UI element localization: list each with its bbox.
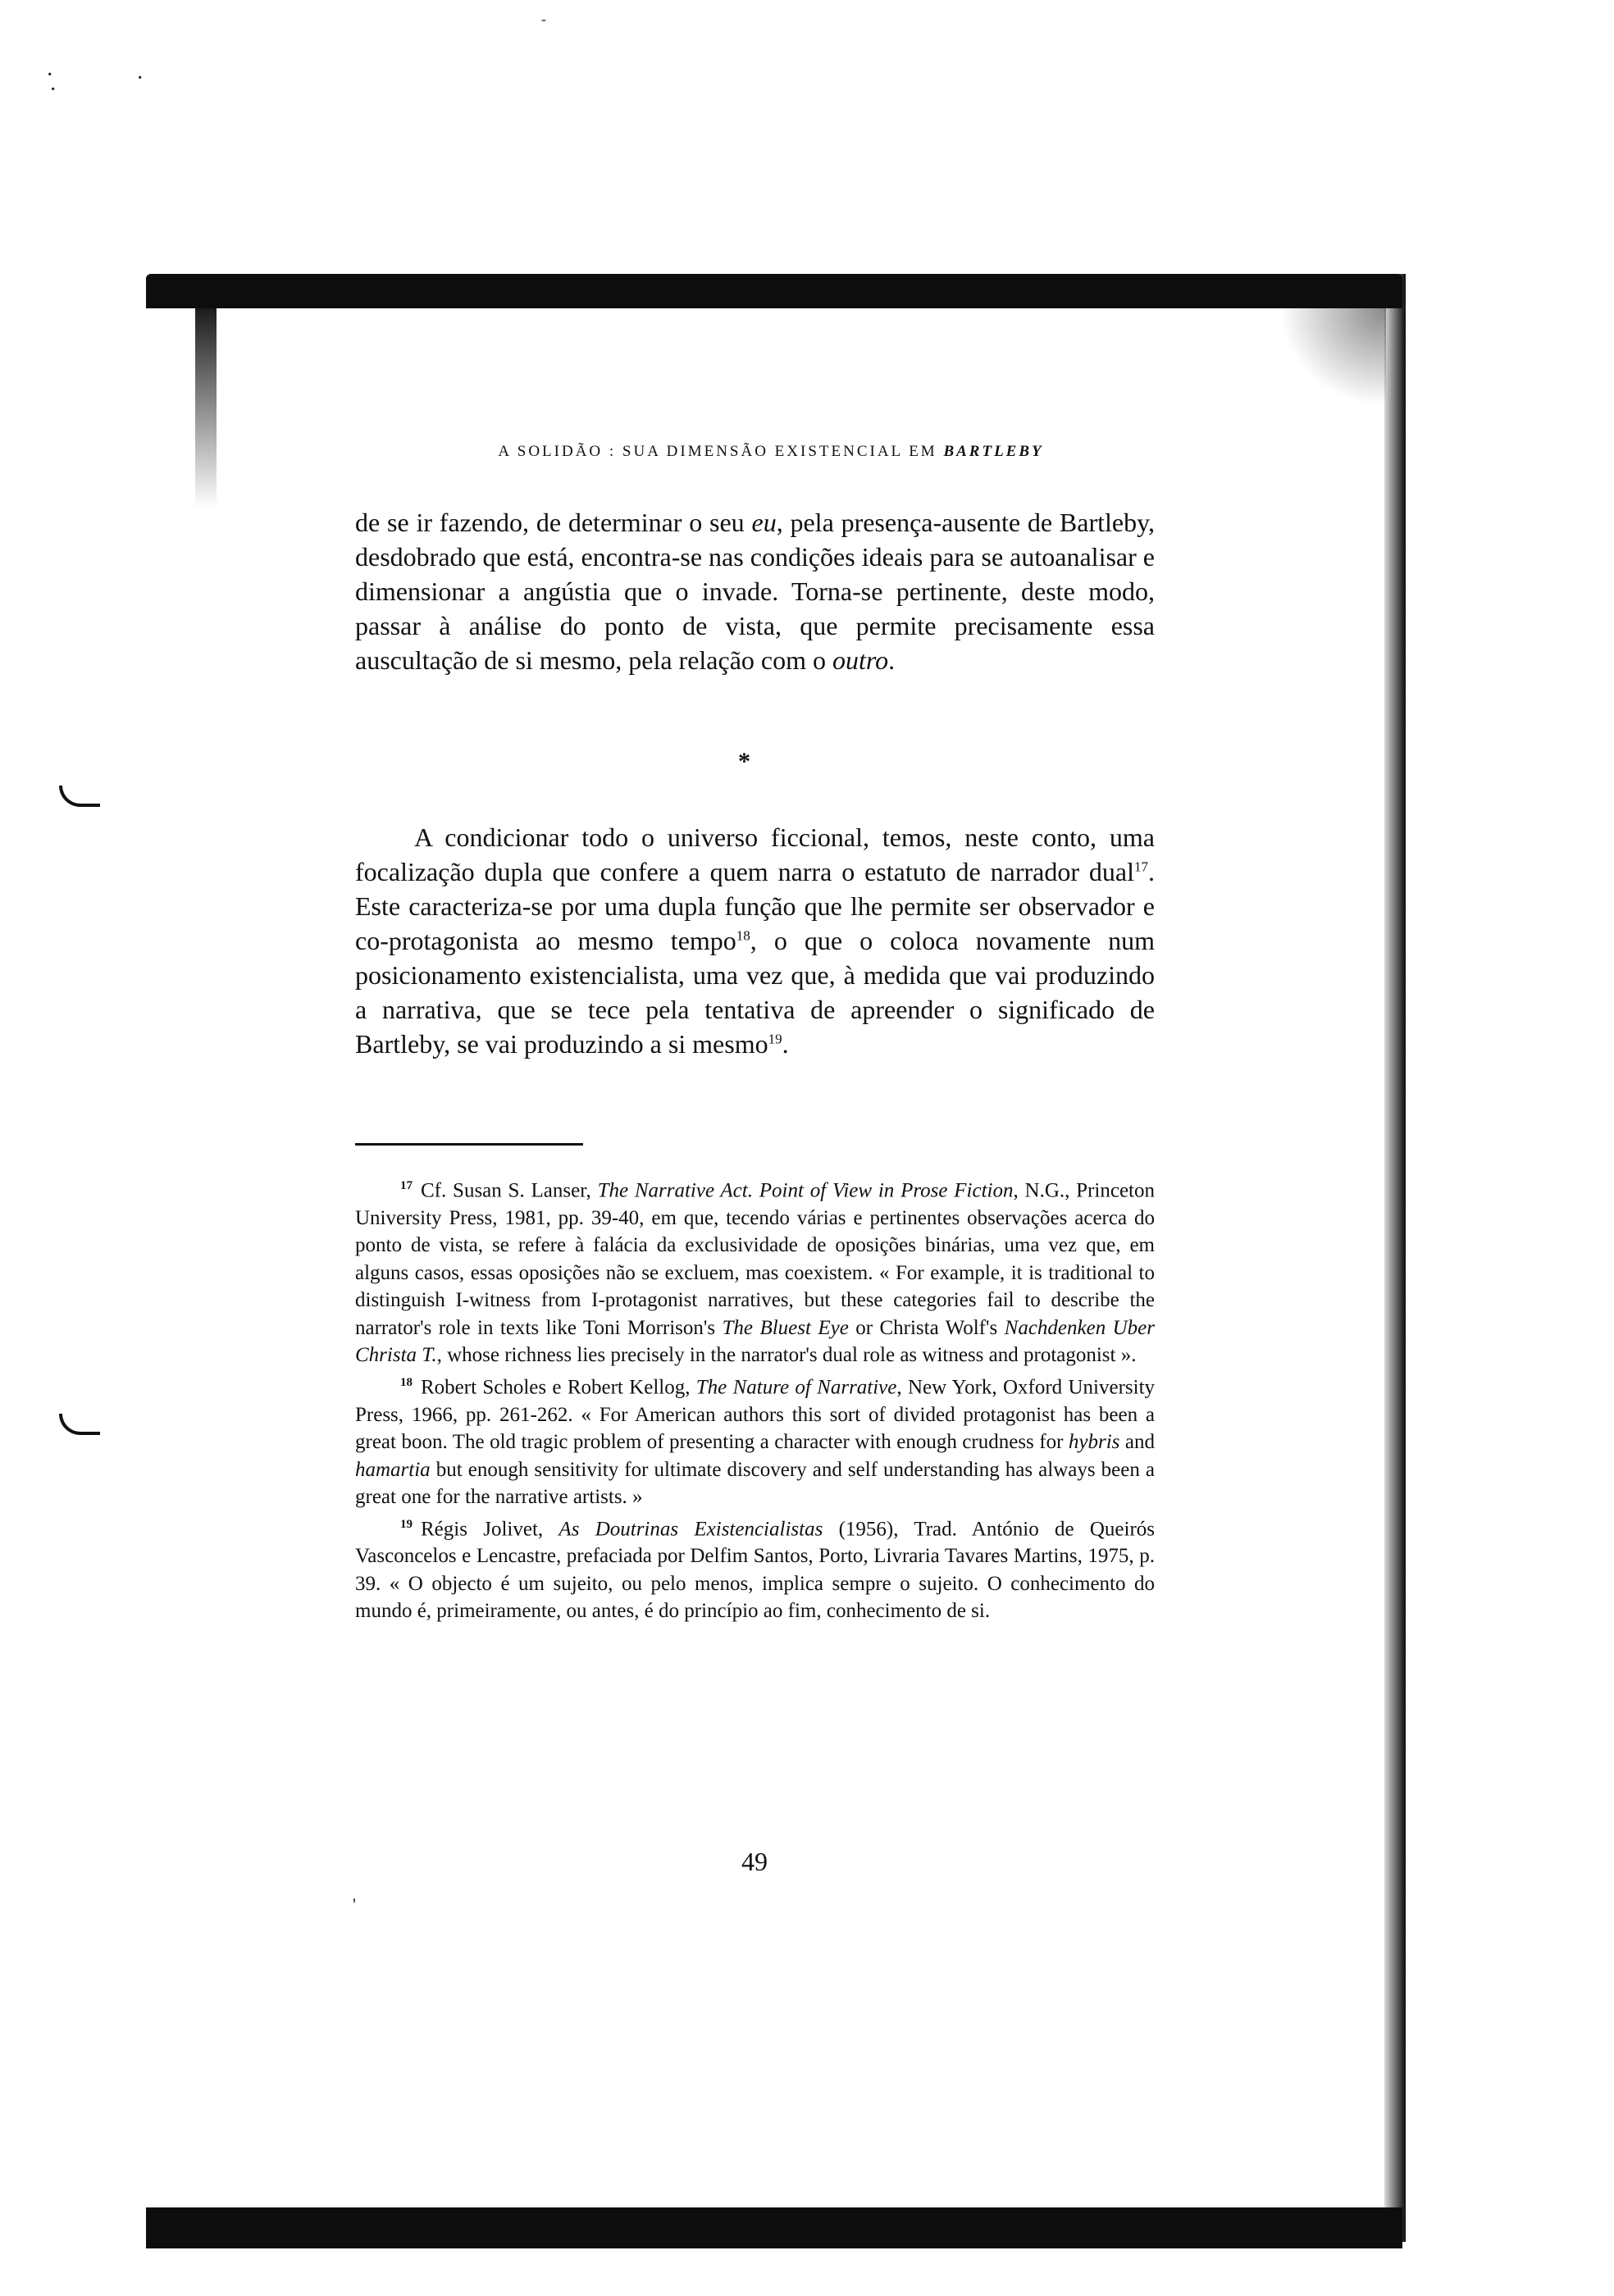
footnote-text: Robert Scholes e Robert Kellog, bbox=[421, 1376, 696, 1399]
footnote-term: hamartia bbox=[355, 1458, 431, 1481]
running-head-text: A SOLIDÃO : SUA DIMENSÃO EXISTENCIAL EM bbox=[498, 443, 937, 460]
paragraph-text: , o que o coloca novamente num posicionamento existencialista, uma vez que, à medida que vai produzindo a narrativa, que se tece pela tentativa de apreender o significado de Bartleby, se vai produzindo a si mesmo bbox=[355, 926, 1156, 1059]
footnote-text: , whose richness lies precisely in the narrator's dual role as witness and protagonist ». bbox=[436, 1344, 1137, 1367]
footnote-text: or Christa Wolf's bbox=[848, 1316, 1005, 1339]
paragraph-text: A condicionar todo o universo ficcional, temos, neste conto, uma focalização dupla que confere a quem narra o estatuto de narrador dual bbox=[355, 822, 1155, 886]
footnote-title: The Narrative Act. Point of View in Prose Fiction bbox=[597, 1179, 1014, 1202]
scan-speck: ' bbox=[353, 1894, 356, 1915]
paragraph-text: de se ir fazendo, de determinar o seu bbox=[355, 508, 752, 537]
scan-bracket-mark bbox=[59, 1414, 100, 1435]
footnote-text: , N.G., Princeton University Press, 1981, pp. 39-40, em que, tecendo várias e pertinentes observações acerca do ponto de vista, se refere à falácia da exclusividade de oposições binárias, uma vez que, em alguns casos, essas oposições não se excluem, mas coexistem. « For example, it is traditional to distinguish I-witness from I-protagonist narratives, but these categories fail to describe the narrator's role in texts like Toni Morrison's bbox=[355, 1179, 1155, 1339]
footnote-reference: 18 bbox=[736, 927, 750, 944]
paragraph-text: . bbox=[782, 1029, 789, 1059]
section-break-asterisk: * bbox=[738, 748, 750, 775]
paragraph-text: . bbox=[888, 645, 896, 675]
running-head bbox=[353, 443, 1189, 461]
footnote-number: 19 bbox=[400, 1517, 413, 1531]
paragraph-emphasis: outro bbox=[832, 645, 889, 675]
scan-bracket-mark bbox=[59, 786, 100, 807]
scan-top-edge bbox=[146, 274, 1402, 308]
footnote-separator bbox=[355, 1143, 583, 1146]
footnote-reference: 19 bbox=[768, 1031, 782, 1047]
paragraph-text: , pela presença-ausente de Bartleby, desdobrado que está, encontra-se nas condições ideais para se autoanalisar e dimensionar a angústia que o invade. Torna-se pertinente, deste modo, passar à análise do ponto de vista, que permite precisamente essa auscultação de si mesmo, pela relação com o bbox=[355, 508, 1156, 675]
running-head-title: BARTLEBY bbox=[943, 443, 1044, 460]
page-number: 49 bbox=[741, 1847, 768, 1876]
footnote-text: Cf. Susan S. Lanser, bbox=[421, 1179, 598, 1202]
scan-left-edge bbox=[195, 295, 217, 508]
footnote-text: but enough sensitivity for ultimate discovery and self understanding has always been a great one for the narrative artists. » bbox=[355, 1458, 1155, 1509]
footnotes bbox=[355, 1173, 1155, 1625]
footnote-17 bbox=[355, 1173, 1155, 1369]
footnote-number: 17 bbox=[400, 1179, 413, 1192]
footnote-text: Régis Jolivet, bbox=[421, 1517, 559, 1540]
footnote-18 bbox=[355, 1369, 1155, 1511]
scan-speck: · bbox=[136, 66, 144, 91]
scan-bottom-edge bbox=[146, 2207, 1402, 2248]
footnote-text: (1956), Trad. António de Queirós Vasconcelos e Lencastre, prefaciada por Delfim Santos, Porto, Livraria Tavares Martins, 1975, p. 39. « O objecto é um sujeito, ou pelo menos, implica sempre o sujeito. O conhecimento do mundo é, primeiramente, ou antes, é do princípio ao fim, conhecimento de si. bbox=[355, 1517, 1156, 1623]
footnote-title: The Bluest Eye bbox=[722, 1316, 849, 1339]
scan-right-edge bbox=[1384, 274, 1406, 2242]
footnote-term: hybris bbox=[1068, 1431, 1120, 1454]
scan-speck: · bbox=[49, 77, 57, 102]
footnote-text: and bbox=[1119, 1431, 1155, 1454]
paragraph-emphasis: eu bbox=[751, 508, 777, 537]
body-paragraph-1 bbox=[355, 505, 1155, 677]
footnote-reference: 17 bbox=[1134, 859, 1148, 875]
footnote-title: Nachdenken Uber Christa T. bbox=[355, 1316, 1155, 1367]
footnote-text: , New York, Oxford University Press, 1966, pp. 261-262. « For American authors this sort of divided protagonist has been a great boon. The old tragic problem of presenting a character with enough crudness for bbox=[355, 1376, 1156, 1454]
scan-speck: - bbox=[541, 11, 546, 27]
footnote-number: 18 bbox=[400, 1375, 413, 1389]
footnote-title: The Nature of Narrative bbox=[695, 1376, 897, 1399]
body-paragraph-2 bbox=[355, 820, 1155, 1061]
paragraph-text: . Este caracteriza-se por uma dupla função que lhe permite ser observador e co-protagonista ao mesmo tempo bbox=[355, 857, 1155, 955]
scan-speck: · bbox=[46, 62, 54, 88]
footnote-19 bbox=[355, 1511, 1155, 1625]
footnote-title: As Doutrinas Existencialistas bbox=[559, 1517, 823, 1540]
scan-corner-shadow bbox=[1279, 308, 1386, 407]
